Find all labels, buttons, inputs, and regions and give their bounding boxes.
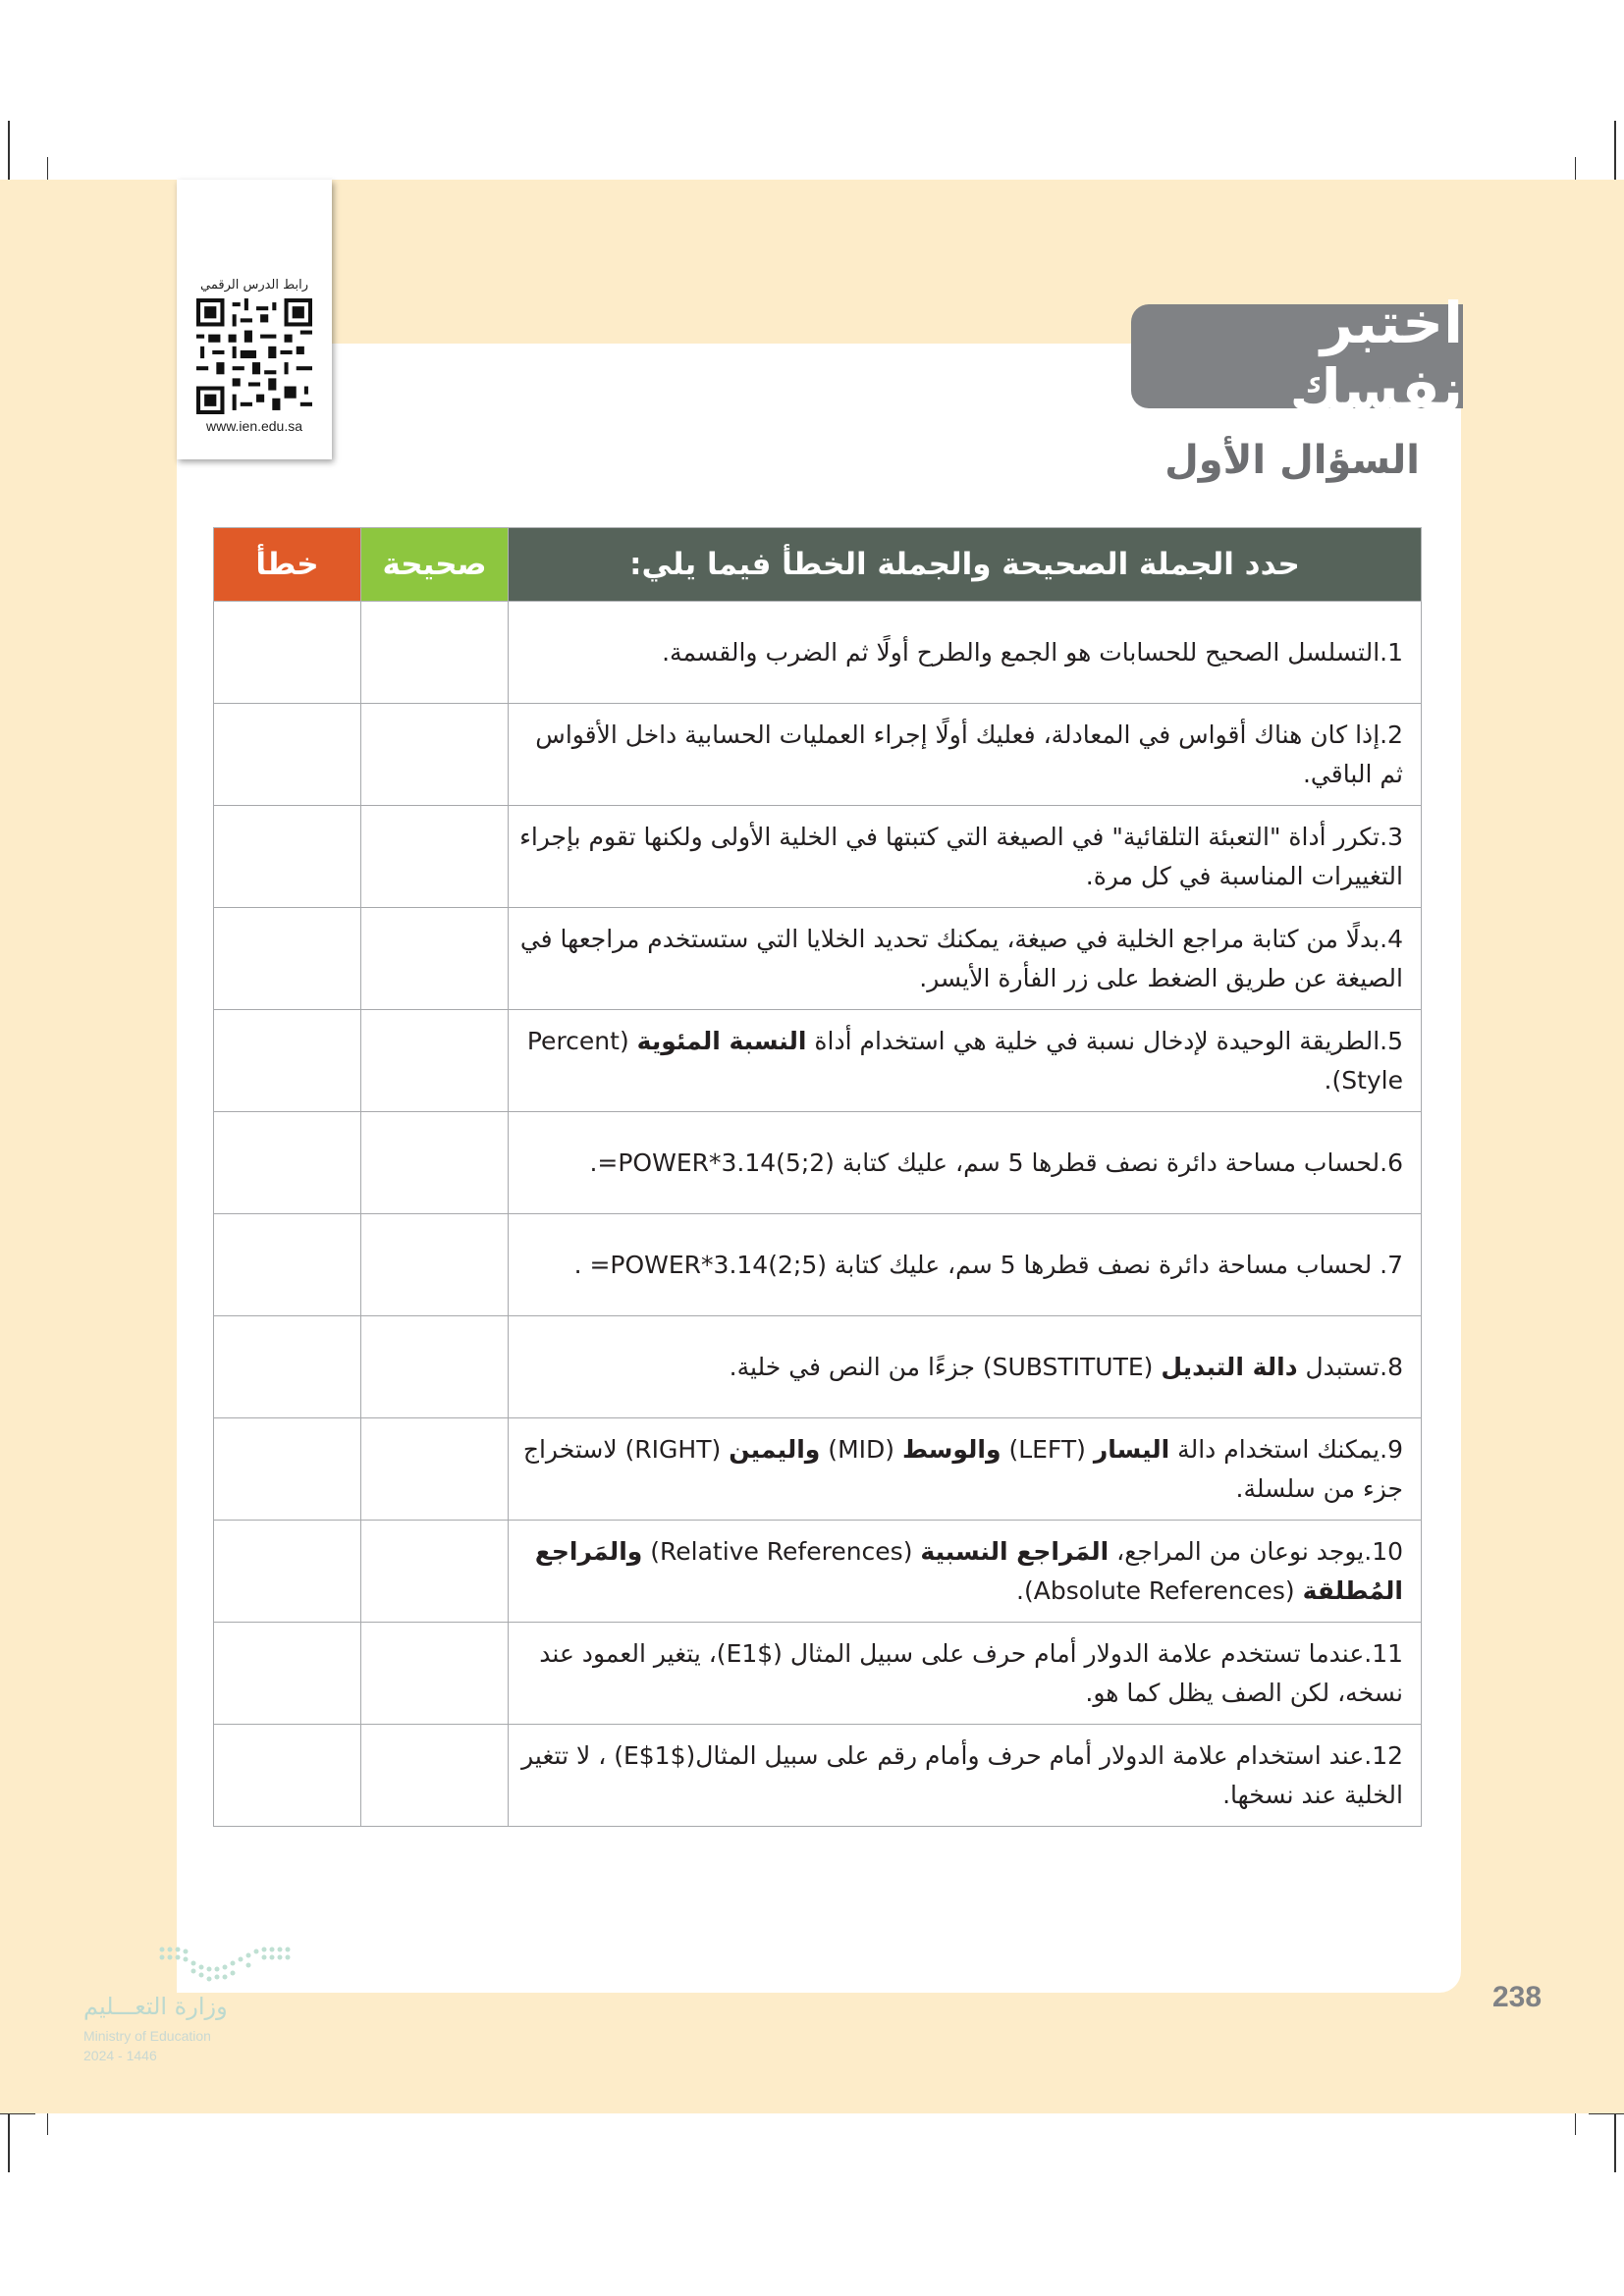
table-row bbox=[214, 704, 1422, 806]
statement-cell bbox=[509, 1521, 1422, 1623]
statement-number: 12. bbox=[1364, 1740, 1403, 1770]
correct-answer-cell[interactable] bbox=[361, 704, 509, 806]
ministry-name-ar: وزارة التعـــليم bbox=[83, 1993, 228, 2020]
statement-bold-text: واليمين bbox=[729, 1434, 821, 1464]
statement-text: تكرر أداة "التعبئة التلقائية" في الصيغة التي كتبتها في الخلية الأولى ولكنها تقوم بإجراء التغييرات المناسبة في كل مرة. bbox=[519, 822, 1403, 890]
statement-bold-text: والمَراجع المُطلقة bbox=[534, 1536, 1403, 1605]
wrong-answer-cell[interactable] bbox=[214, 1725, 361, 1827]
statement-number: 6. bbox=[1380, 1148, 1403, 1177]
correct-answer-cell[interactable] bbox=[361, 1418, 509, 1521]
statement-number: 8. bbox=[1380, 1352, 1403, 1381]
statement-number: 10. bbox=[1364, 1536, 1403, 1566]
table-row bbox=[214, 806, 1422, 908]
qr-url[interactable]: www.ien.edu.sa bbox=[205, 418, 303, 434]
statement-text: (Absolute References). bbox=[1016, 1575, 1303, 1605]
statement-number: 5. bbox=[1380, 1026, 1403, 1055]
table-row bbox=[214, 1521, 1422, 1623]
page-number: 238 bbox=[1492, 1981, 1543, 2013]
crop-mark bbox=[8, 121, 10, 180]
statement-number: 3. bbox=[1380, 822, 1403, 851]
statement-bold-text: النسبة المئوية bbox=[636, 1026, 807, 1055]
statement-cell bbox=[509, 1112, 1422, 1214]
statement-text: الطريقة الوحيدة لإدخال نسبة في خلية هي استخدام أداة bbox=[806, 1026, 1380, 1055]
correct-answer-cell[interactable] bbox=[361, 908, 509, 1010]
correct-answer-cell[interactable] bbox=[361, 806, 509, 908]
ministry-logo-dots-icon bbox=[152, 1944, 299, 1991]
table-header-row bbox=[214, 528, 1422, 602]
section-title: السؤال الأول bbox=[1164, 438, 1420, 483]
statement-bold-text: المَراجع النسبية bbox=[920, 1536, 1110, 1566]
wrong-answer-cell[interactable] bbox=[214, 1623, 361, 1725]
table-row bbox=[214, 1010, 1422, 1112]
wrong-answer-cell[interactable] bbox=[214, 704, 361, 806]
qr-card[interactable] bbox=[177, 180, 332, 459]
statement-number: 7. bbox=[1380, 1250, 1403, 1279]
statement-text: (SUBSTITUTE) جزءًا من النص في خلية. bbox=[729, 1352, 1162, 1381]
table-row bbox=[214, 1623, 1422, 1725]
statement-text: التسلسل الصحيح للحسابات هو الجمع والطرح أولًا ثم الضرب والقسمة. bbox=[662, 637, 1380, 667]
statement-text: لحساب مساحة دائرة نصف قطرها 5 سم، عليك كتابة (5;2)3.14*POWER= . bbox=[573, 1250, 1380, 1279]
header-correct: صحيحة bbox=[361, 528, 509, 602]
correct-answer-cell[interactable] bbox=[361, 1010, 509, 1112]
table-row bbox=[214, 1214, 1422, 1316]
statement-text: (RIGHT) لاستخراج جزء من سلسلة. bbox=[522, 1434, 1403, 1503]
statement-text: بدلًا من كتابة مراجع الخلية في صيغة، يمكنك تحديد الخلايا التي ستستخدم مراجعها في الصيغة عن طريق الضغط على زر الفأرة الأيسر. bbox=[519, 924, 1403, 992]
statement-cell bbox=[509, 1418, 1422, 1521]
statement-cell bbox=[509, 1214, 1422, 1316]
qr-code-icon[interactable] bbox=[196, 298, 312, 414]
statement-cell bbox=[509, 1725, 1422, 1827]
statement-text: يمكنك استخدام دالة bbox=[1169, 1434, 1380, 1464]
qr-caption: رابط الدرس الرقمي bbox=[200, 278, 308, 293]
statement-text: (Relative References) bbox=[642, 1536, 921, 1566]
statement-cell bbox=[509, 1010, 1422, 1112]
header-statement: حدد الجملة الصحيحة والجملة الخطأ فيما يلي: bbox=[509, 528, 1422, 602]
statement-text: (Percent Style). bbox=[526, 1026, 1403, 1095]
statement-text: لحساب مساحة دائرة نصف قطرها 5 سم، عليك كتابة (2;5)3.14*POWER=. bbox=[589, 1148, 1380, 1177]
wrong-answer-cell[interactable] bbox=[214, 1214, 361, 1316]
statement-cell bbox=[509, 806, 1422, 908]
statement-text: عند استخدام علامة الدولار أمام حرف وأمام رقم على سبيل المثال($E$1) ، لا تتغير الخلية عند نسخها. bbox=[521, 1740, 1403, 1809]
crop-mark bbox=[0, 2113, 35, 2114]
statement-number: 4. bbox=[1380, 924, 1403, 953]
wrong-answer-cell[interactable] bbox=[214, 806, 361, 908]
crop-mark bbox=[1614, 121, 1616, 180]
wrong-answer-cell[interactable] bbox=[214, 1521, 361, 1623]
statement-number: 9. bbox=[1380, 1434, 1403, 1464]
statement-text: إذا كان هناك أقواس في المعادلة، فعليك أولًا إجراء العمليات الحسابية داخل الأقواس ثم الباقي. bbox=[535, 720, 1403, 788]
correct-answer-cell[interactable] bbox=[361, 1214, 509, 1316]
statement-text: تستبدل bbox=[1297, 1352, 1380, 1381]
ministry-year: 2024 - 1446 bbox=[83, 2048, 157, 2063]
correct-answer-cell[interactable] bbox=[361, 602, 509, 704]
wrong-answer-cell[interactable] bbox=[214, 1112, 361, 1214]
statement-cell bbox=[509, 1316, 1422, 1418]
statement-number: 2. bbox=[1380, 720, 1403, 749]
true-false-table bbox=[213, 527, 1422, 1827]
statement-text: عندما تستخدم علامة الدولار أمام حرف على سبيل المثال ($E1)، يتغير العمود عند نسخه، لكن الصف يظل كما هو. bbox=[539, 1638, 1403, 1707]
table-body bbox=[214, 602, 1422, 1827]
table-row bbox=[214, 1418, 1422, 1521]
wrong-answer-cell[interactable] bbox=[214, 908, 361, 1010]
statement-cell bbox=[509, 1623, 1422, 1725]
header-wrong: خطأ bbox=[214, 528, 361, 602]
statement-text: (MID) bbox=[820, 1434, 902, 1464]
table-row bbox=[214, 1316, 1422, 1418]
statement-bold-text: والوسط bbox=[901, 1434, 1001, 1464]
statement-number: 11. bbox=[1364, 1638, 1403, 1668]
correct-answer-cell[interactable] bbox=[361, 1725, 509, 1827]
crop-mark bbox=[8, 2113, 10, 2172]
statement-number: 1. bbox=[1380, 637, 1403, 667]
statement-cell bbox=[509, 908, 1422, 1010]
ministry-logo bbox=[83, 1944, 299, 2071]
table-row bbox=[214, 908, 1422, 1010]
correct-answer-cell[interactable] bbox=[361, 1316, 509, 1418]
statement-text: (LEFT) bbox=[1001, 1434, 1094, 1464]
crop-mark bbox=[1589, 2113, 1624, 2114]
table-row bbox=[214, 1112, 1422, 1214]
wrong-answer-cell[interactable] bbox=[214, 602, 361, 704]
statement-bold-text: اليسار bbox=[1093, 1434, 1170, 1464]
statement-cell bbox=[509, 704, 1422, 806]
wrong-answer-cell[interactable] bbox=[214, 1316, 361, 1418]
wrong-answer-cell[interactable] bbox=[214, 1418, 361, 1521]
table-row bbox=[214, 1725, 1422, 1827]
crop-mark bbox=[1614, 2113, 1616, 2172]
statement-bold-text: دالة التبديل bbox=[1161, 1352, 1298, 1381]
correct-answer-cell[interactable] bbox=[361, 1623, 509, 1725]
correct-answer-cell[interactable] bbox=[361, 1521, 509, 1623]
page-title: اختبر نفسك bbox=[1131, 304, 1463, 408]
statement-text: يوجد نوعان من المراجع، bbox=[1109, 1536, 1365, 1566]
statement-cell bbox=[509, 602, 1422, 704]
correct-answer-cell[interactable] bbox=[361, 1112, 509, 1214]
wrong-answer-cell[interactable] bbox=[214, 1010, 361, 1112]
table-row bbox=[214, 602, 1422, 704]
ministry-name-en: Ministry of Education bbox=[83, 2028, 211, 2044]
